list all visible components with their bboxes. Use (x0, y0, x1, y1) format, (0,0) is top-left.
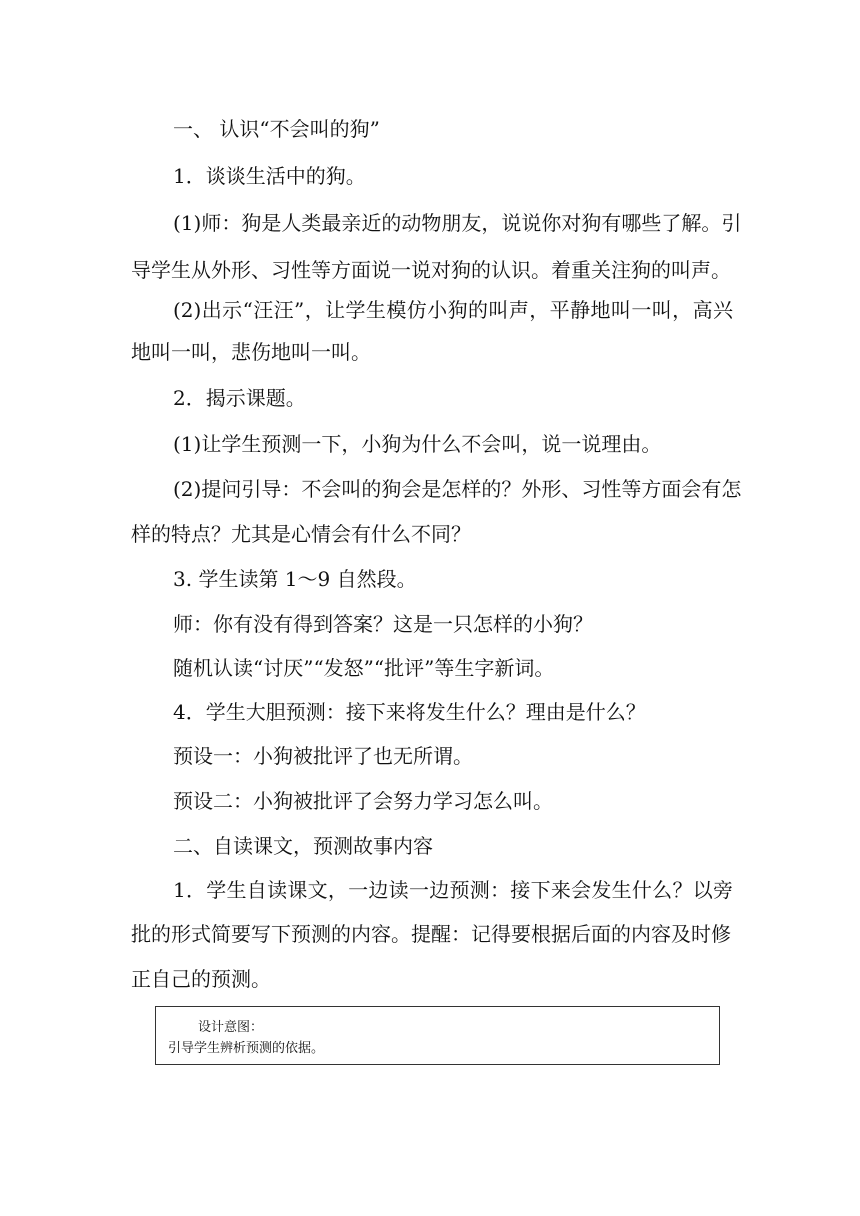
paragraph-line: 导学生从外形、习性等方面说一说对狗的认识。着重关注狗的叫声。 (131, 258, 731, 282)
section-heading-2: 二、自读课文，预测故事内容 (173, 834, 433, 858)
paragraph-line: 预设一：小狗被批评了也无所谓。 (173, 744, 473, 768)
paragraph-line: 地叫一叫，悲伤地叫一叫。 (131, 340, 371, 364)
paragraph-line: 批的形式简要写下预测的内容。提醒：记得要根据后面的内容及时修 (131, 922, 731, 946)
design-intent-text: 引导学生辨析预测的依据。 (168, 1041, 325, 1056)
section-heading-1: 一、 认识“不会叫的狗” (173, 117, 380, 141)
paragraph-line: 正自己的预测。 (131, 967, 271, 991)
paragraph-line: (2)提问引导：不会叫的狗会是怎样的？外形、习性等方面会有怎 (173, 477, 742, 501)
paragraph-line: 4．学生大胆预测：接下来将发生什么？理由是什么？ (173, 700, 646, 724)
paragraph-line: 样的特点？尤其是心情会有什么不同？ (131, 522, 471, 546)
paragraph-line: 预设二：小狗被批评了会努力学习怎么叫。 (173, 789, 553, 813)
paragraph-line: 1．学生自读课文，一边读一边预测：接下来会发生什么？以旁 (173, 878, 733, 902)
paragraph-line: (1)让学生预测一下，小狗为什么不会叫，说一说理由。 (173, 432, 662, 456)
paragraph-line: 师：你有没有得到答案？这是一只怎样的小狗？ (173, 612, 593, 636)
paragraph-line: (1)师：狗是人类最亲近的动物朋友，说说你对狗有哪些了解。引 (173, 211, 742, 235)
paragraph-line: 随机认读“讨厌”“发怒”“批评”等生字新词。 (173, 656, 555, 680)
paragraph-line: 1．谈谈生活中的狗。 (173, 164, 366, 188)
paragraph-line: (2)出示“汪汪”，让学生模仿小狗的叫声，平静地叫一叫，高兴 (173, 298, 733, 322)
design-intent-title: 设计意图： (198, 1020, 264, 1035)
paragraph-line: 3. 学生读第 1～9 自然段。 (173, 567, 417, 591)
design-intent-box (155, 1006, 720, 1065)
paragraph-line: 2．揭示课题。 (173, 386, 306, 410)
